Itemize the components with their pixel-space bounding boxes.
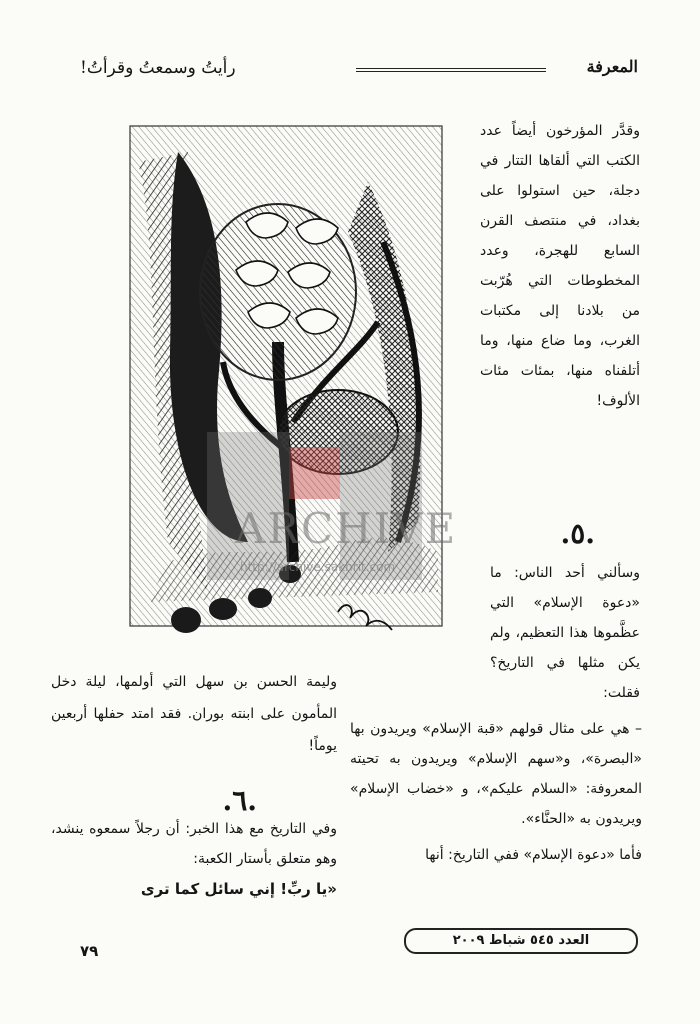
- watermark-url: http://archive.sakhrit.com: [240, 560, 396, 574]
- paragraph-historians: وقدَّر المؤرخون أيضاً عدد الكتب التي ألقاها التتار في دجلة، حين استولوا على بغداد، في منتصف القرن السابع للهجرة، وعدد المخطوطات التي هُرّبت من بلادنا إلى مكتبات الغرب، وما ضاع منها، وما أتلفناه منها، بمئات مئات الألوف!: [480, 123, 640, 409]
- paragraph-banquet: وليمة الحسن بن سهل التي أولمها، ليلة دخل المأمون على ابنته بوران. فقد امتد حفلها أربعين يوماً!: [51, 674, 337, 754]
- poem-verse: «يا ربِّ! إني سائل كما ترى: [140, 880, 337, 898]
- section-number-5: .٥.: [560, 517, 595, 550]
- section-number-6: .٦.: [222, 784, 257, 817]
- section-6-paragraph: وفي التاريخ مع هذا الخبر: أن رجلاً سمعوه ينشد، وهو متعلق بأستار الكعبة:: [51, 821, 337, 867]
- section-title: رأيتُ وسمعتُ وقرأتُ!: [80, 58, 236, 78]
- section-5-answer: – هي على مثال قولهم «قبة الإسلام» ويريدون بها «البصرة»، و«سهم الإسلام» ويريدون به تحيته المعروفة: «السلام عليكم»، و «خضاب الإسلام» ويريدون به «الحنَّاء». فأما «دعوة الإسلام» ففي التاريخ: أنها: [350, 714, 642, 870]
- section-5-intro: وسألني أحد الناس: ما «دعوة الإسلام» التي عظَّموها هذا التعظيم، ولم يكن مثلها في التاريخ؟ فقلت:: [490, 565, 640, 701]
- magazine-logo: المعرفة: [586, 57, 638, 76]
- page-number: ٧٩: [80, 942, 99, 960]
- watermark-logo: [289, 447, 340, 499]
- header-rule: [356, 68, 546, 72]
- watermark-text: ARCHIVE: [235, 504, 458, 553]
- issue-label: العدد ٥٤٥ شباط ٢٠٠٩: [404, 928, 638, 954]
- section-5-last-line: فأما «دعوة الإسلام» ففي التاريخ: أنها: [425, 847, 642, 863]
